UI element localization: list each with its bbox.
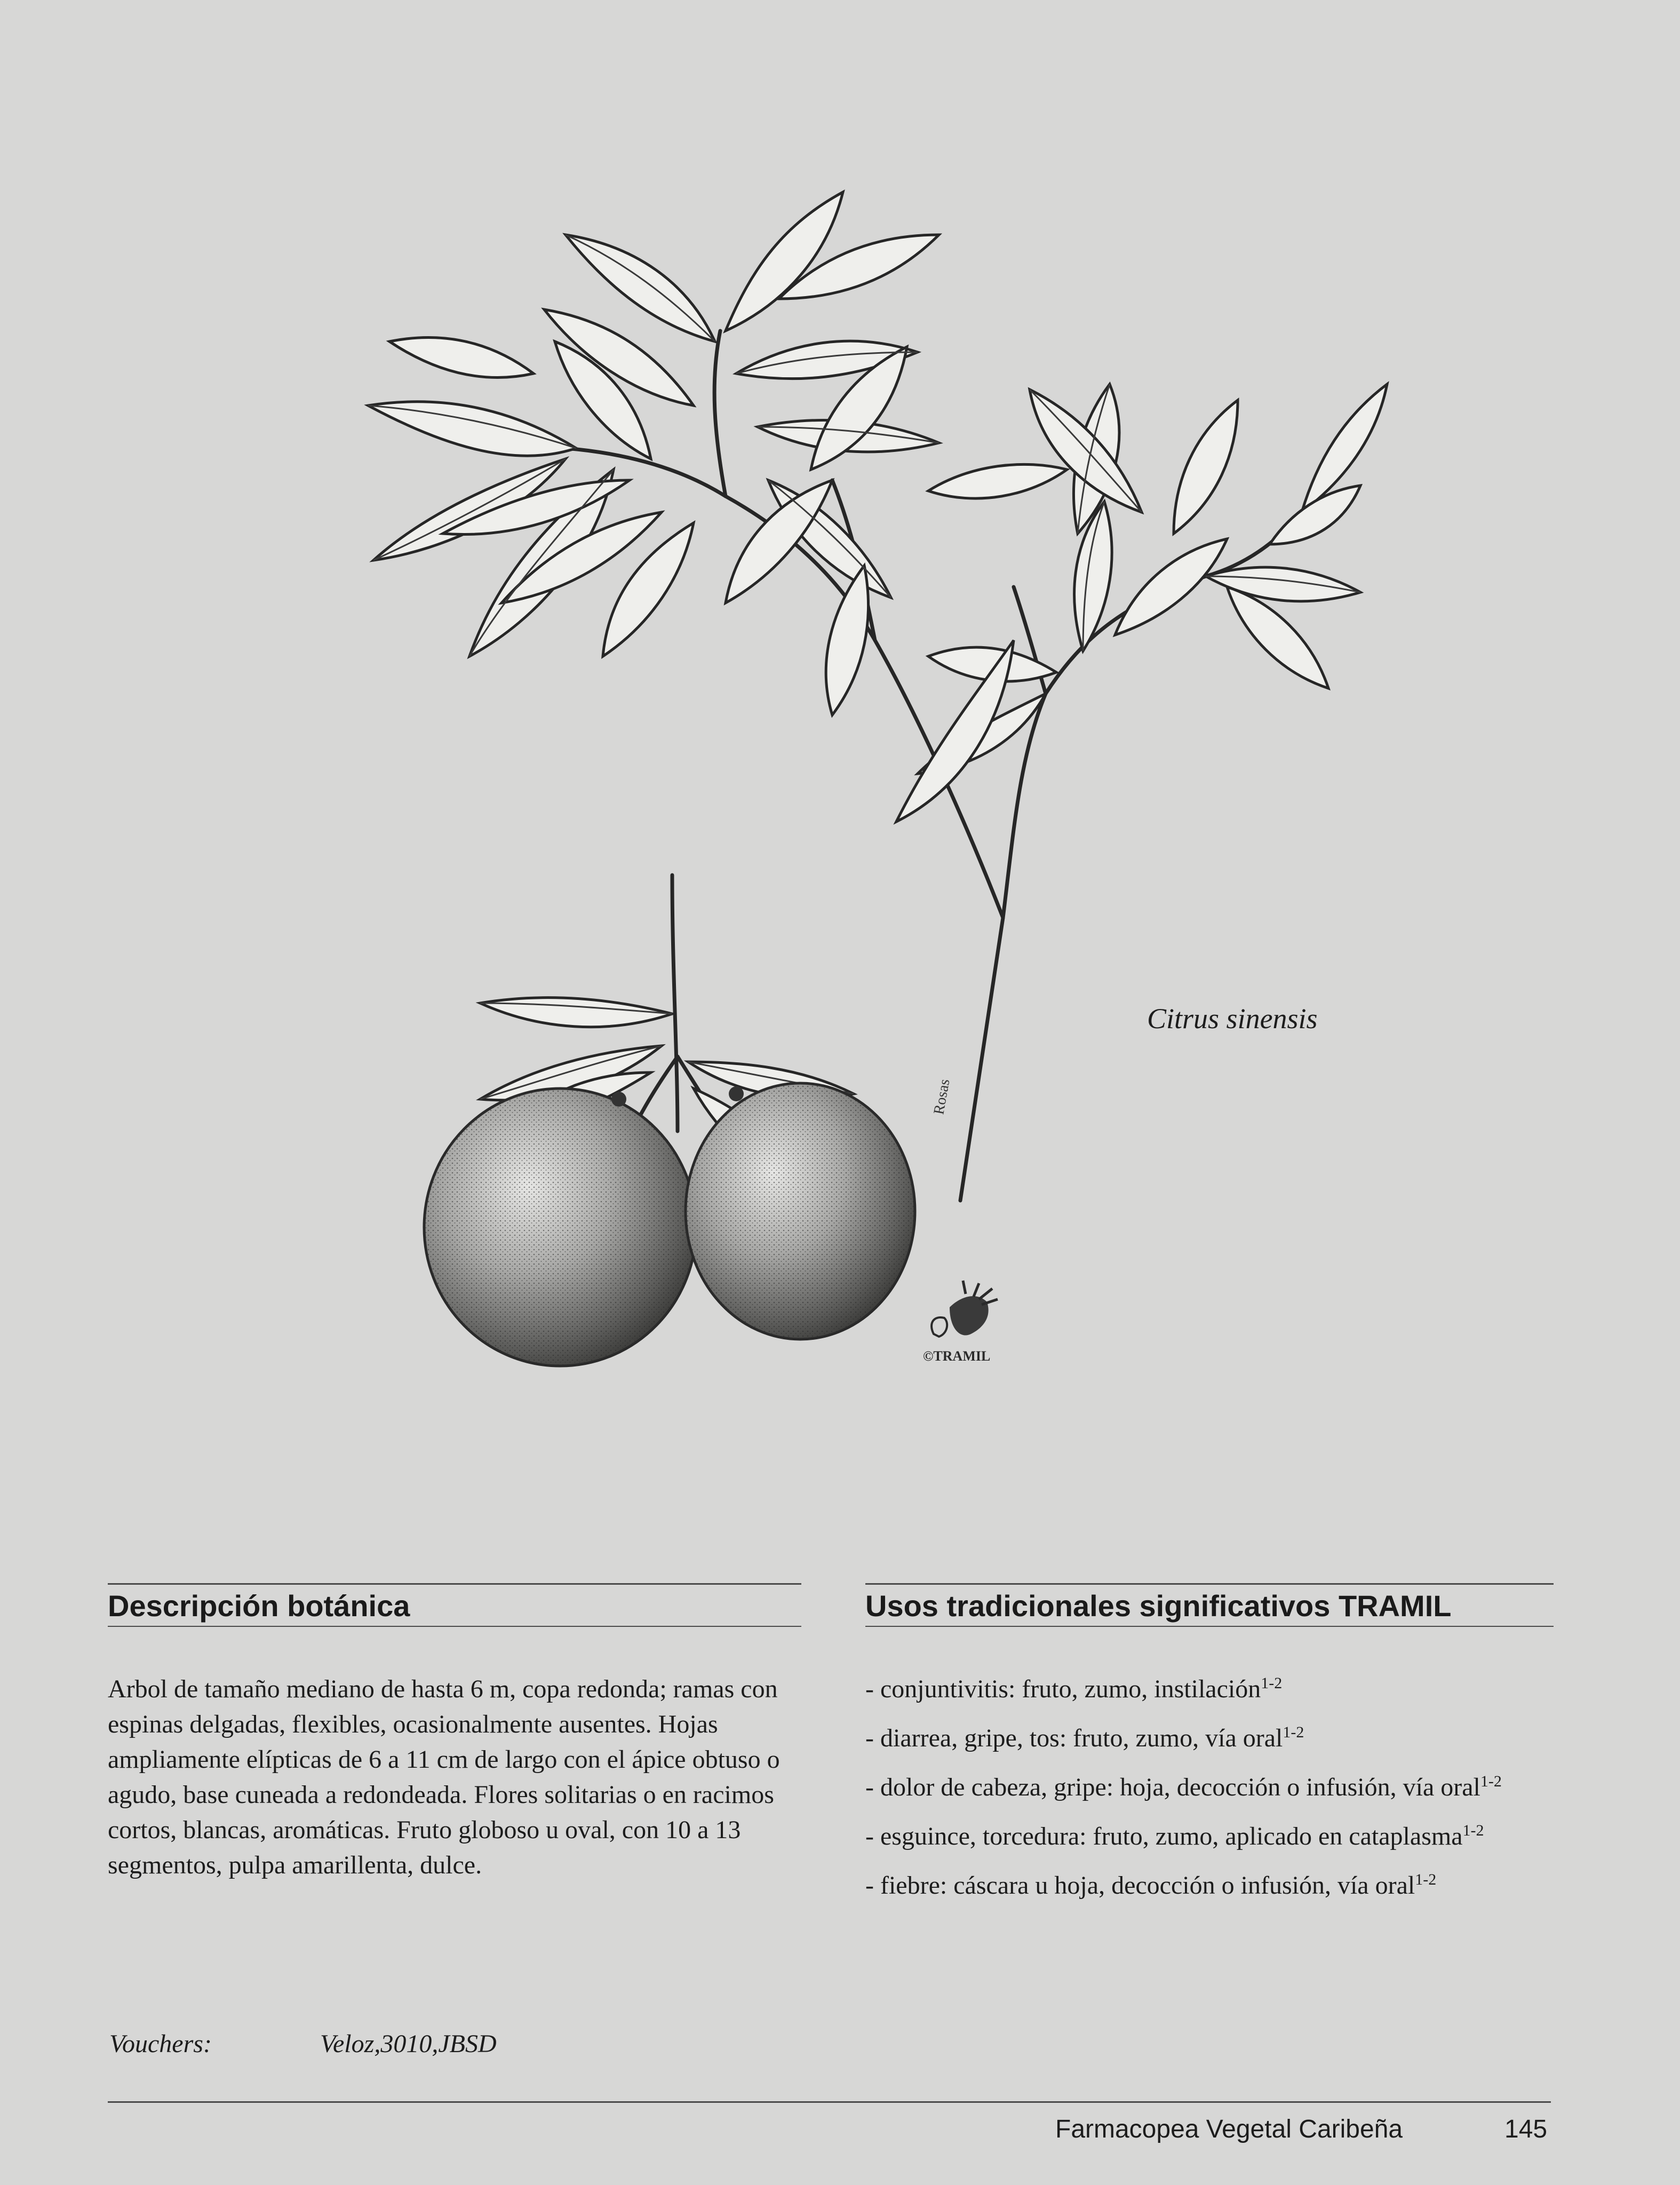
footer-rule xyxy=(108,2101,1551,2103)
botanical-heading-underline xyxy=(108,1626,801,1627)
vouchers-value: Veloz,3010,JBSD xyxy=(320,2030,497,2058)
use-item xyxy=(865,1672,1564,1707)
use-item-ref: 1-2 xyxy=(1261,1674,1283,1692)
vouchers-label: Vouchers: xyxy=(109,2030,212,2058)
use-item-text: - fiebre: cáscara u hoja, decocción o infusión, vía oral xyxy=(865,1871,1415,1900)
citrus-sinensis-illustration xyxy=(299,160,1579,1430)
use-item xyxy=(865,1770,1564,1805)
uses-heading-rule xyxy=(865,1583,1554,1585)
botanical-description-text: Arbol de tamaño mediano de hasta 6 m, copa redonda; ramas con espinas delgadas, flexibles, ocasionalmente ausentes. Hojas ampliamente elípticas de 6 a 11 cm de largo con el ápice obtuso o agudo, base cuneada a redondeada. Flores solitarias o en racimos cortos, blancas, aromáticas. Fruto globoso u oval, con 10 a 13 segmentos, pulpa amarillenta, dulce. xyxy=(108,1675,780,1879)
use-item xyxy=(865,1868,1564,1903)
publication-title: Farmacopea Vegetal Caribeña xyxy=(1055,2115,1403,2143)
use-item-text: - conjuntivitis: fruto, zumo, instilación xyxy=(865,1675,1261,1703)
uses-heading-underline xyxy=(865,1626,1554,1627)
use-item-ref: 1-2 xyxy=(1462,1822,1484,1839)
artist-signature: Rosas xyxy=(930,1077,953,1116)
orange-fruits xyxy=(424,1083,915,1366)
use-item xyxy=(865,1819,1564,1854)
use-item-ref: 1-2 xyxy=(1480,1773,1502,1790)
tramil-logo xyxy=(923,1281,998,1364)
use-item xyxy=(865,1721,1564,1756)
use-item-ref: 1-2 xyxy=(1415,1871,1437,1888)
use-item-text: - diarrea, gripe, tos: fruto, zumo, vía oral xyxy=(865,1724,1283,1752)
use-item-text: - dolor de cabeza, gripe: hoja, decocción o infusión, vía oral xyxy=(865,1773,1480,1801)
illustration-caption: Citrus sinensis xyxy=(1147,1003,1318,1035)
tramil-logo-text: ©TRAMIL xyxy=(923,1348,991,1364)
use-item-text: - esguince, torcedura: fruto, zumo, aplicado en cataplasma xyxy=(865,1822,1463,1850)
botanical-description-heading: Descripción botánica xyxy=(108,1589,410,1623)
traditional-uses-list xyxy=(865,1672,1564,1917)
traditional-uses-heading: Usos tradicionales significativos TRAMIL xyxy=(865,1589,1452,1623)
page-number: 145 xyxy=(1504,2115,1548,2143)
botanical-heading-rule xyxy=(108,1583,801,1585)
leaves xyxy=(368,192,1387,1190)
use-item-ref: 1-2 xyxy=(1283,1723,1304,1741)
